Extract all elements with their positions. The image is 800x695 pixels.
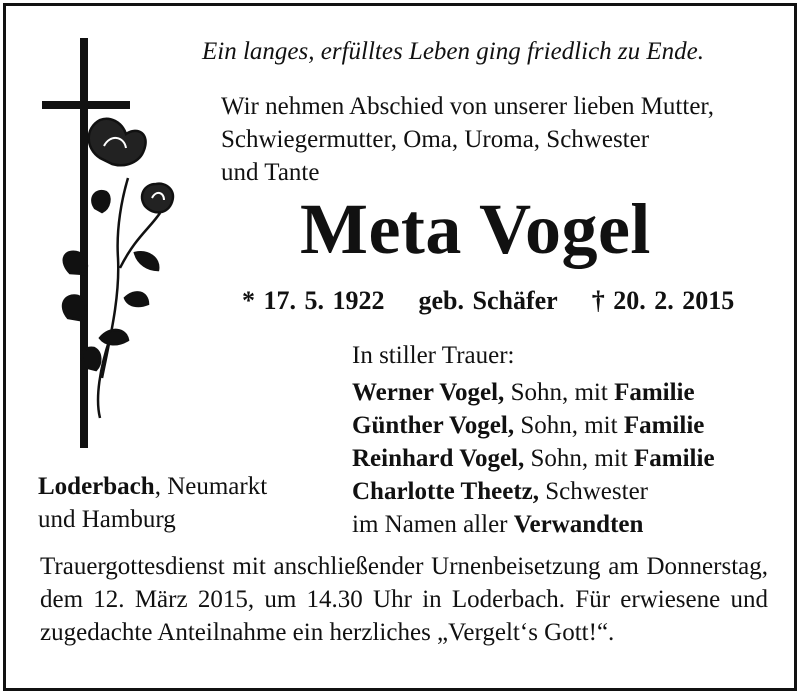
intro-text: [221, 90, 714, 189]
maiden-name: geb. Schäfer: [418, 286, 558, 315]
relatives-prefix: im Namen aller: [352, 511, 514, 538]
mourner-relation: Schwester: [539, 478, 648, 505]
mourner-relation: Sohn, mit: [504, 379, 615, 406]
place-rest: , Neumarkt: [154, 473, 268, 500]
death-date: † 20. 2. 2015: [591, 286, 735, 315]
mourner-suffix: Familie: [634, 445, 715, 472]
cross-with-roses-illustration: [40, 38, 200, 458]
mourner-name: Günther Vogel,: [352, 412, 515, 439]
mourner-suffix: Familie: [614, 379, 695, 406]
service-announcement: Trauergottesdienst mit anschließender Urnenbeisetzung am Donnerstag, dem 12. März 2015, um 14.30 Uhr in Loderbach. Für erwiesene und zugedachte Anteilnahme ein herzliches „Vergelt‘s Gott!“.: [40, 553, 768, 646]
motto: Ein langes, erfülltes Leben ging friedlich zu Ende.: [202, 38, 705, 65]
birth-date: * 17. 5. 1922: [242, 286, 385, 315]
intro-line: Schwiegermutter, Oma, Uroma, Schwester: [221, 126, 650, 153]
mourner-relation: Sohn, mit: [524, 445, 635, 472]
mourner-name: Reinhard Vogel,: [352, 445, 525, 472]
mourner-suffix: Familie: [623, 412, 705, 439]
mourner-row: [352, 475, 715, 508]
mourner-row: [352, 442, 715, 475]
mourning-intro: In stiller Trauer:: [352, 342, 515, 369]
place-block: [38, 470, 267, 536]
place-bold: Loderbach: [38, 473, 155, 500]
rose-icon: [63, 119, 173, 418]
intro-line: und Tante: [221, 159, 320, 186]
mourner-row: [352, 376, 715, 409]
intro-line: Wir nehmen Abschied von unserer lieben Mutter,: [221, 93, 714, 120]
life-dates: [242, 286, 734, 316]
mourners-list: [352, 376, 715, 541]
mourner-relation: Sohn, mit: [514, 412, 624, 439]
mourner-name: Charlotte Theetz,: [352, 478, 539, 505]
deceased-name: Meta Vogel: [300, 189, 651, 269]
place-line: [38, 470, 267, 503]
relatives-row: [352, 508, 715, 541]
mourner-row: [352, 409, 715, 442]
mourner-name: Werner Vogel,: [352, 379, 505, 406]
relatives-bold: Verwandten: [513, 511, 644, 538]
place-line-2: und Hamburg: [38, 506, 176, 533]
